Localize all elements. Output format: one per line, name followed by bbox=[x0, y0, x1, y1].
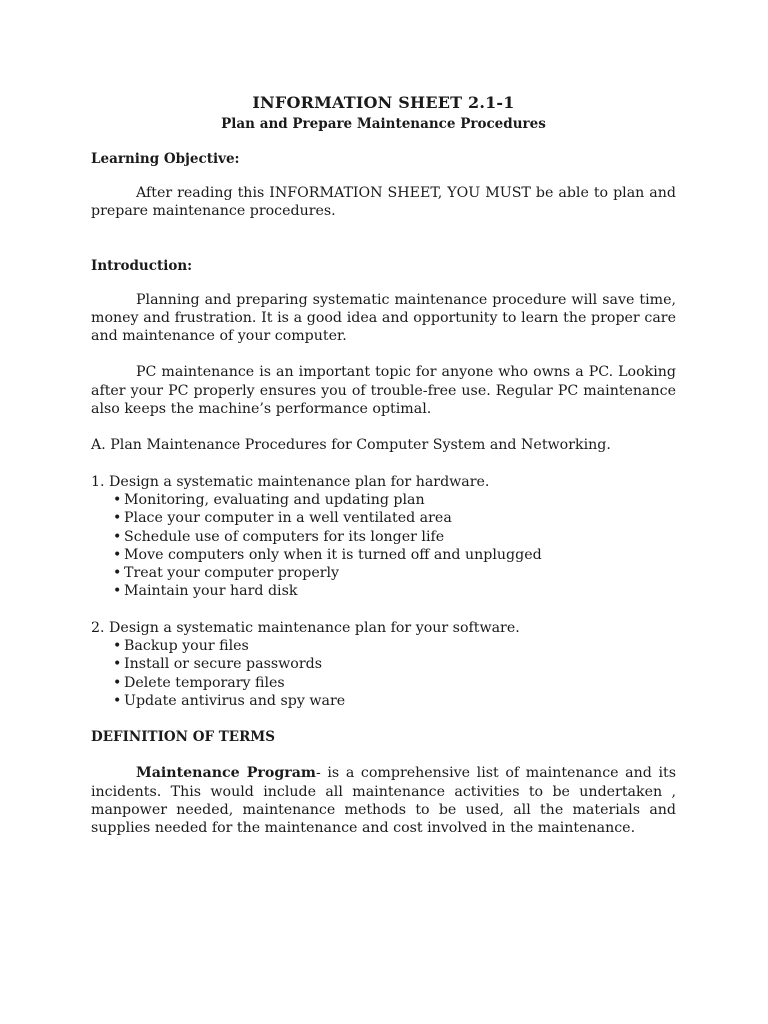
list-item bbox=[113, 491, 676, 509]
list-item-text: Treat your computer properly bbox=[124, 565, 340, 582]
hardware-plan-list bbox=[91, 491, 676, 601]
list-item bbox=[113, 546, 676, 564]
list-item-text: Backup your files bbox=[124, 638, 249, 655]
introduction-paragraph-1: Planning and preparing systematic maintenance procedure will save time, money and frustration. It is a good idea and opportunity to learn the proper care and maintenance of your computer. bbox=[91, 291, 676, 345]
term-name: Maintenance Program bbox=[136, 765, 316, 782]
introduction-paragraph-2: PC maintenance is an important topic for anyone who owns a PC. Looking after your PC properly ensures you of trouble-free use. Regular PC maintenance also keeps the machine’s performance optimal. bbox=[91, 364, 676, 418]
list-item-text: Place your computer in a well ventilated area bbox=[124, 510, 452, 527]
hardware-plan-heading: 1. Design a systematic maintenance plan for hardware. bbox=[91, 473, 490, 490]
list-item-text: Schedule use of computers for its longer life bbox=[124, 528, 445, 545]
software-plan-list bbox=[91, 637, 676, 710]
list-item-text: Maintain your hard disk bbox=[124, 583, 298, 600]
bullet-icon: • bbox=[113, 565, 122, 582]
list-item bbox=[113, 564, 676, 582]
list-item-text: Monitoring, evaluating and updating plan bbox=[124, 491, 425, 508]
bullet-icon: • bbox=[113, 528, 122, 545]
bullet-icon: • bbox=[113, 674, 122, 691]
document-subtitle: Plan and Prepare Maintenance Procedures bbox=[221, 116, 546, 132]
document-content bbox=[91, 92, 676, 837]
objective-paragraph: After reading this INFORMATION SHEET, YOU MUST be able to plan and prepare maintenance procedures. bbox=[91, 185, 676, 220]
bullet-icon: • bbox=[113, 692, 122, 709]
definitions-heading: DEFINITION OF TERMS bbox=[91, 729, 276, 746]
list-item bbox=[113, 509, 676, 527]
software-plan-heading: 2. Design a systematic maintenance plan for your software. bbox=[91, 619, 520, 636]
bullet-icon: • bbox=[113, 510, 122, 527]
list-item-text: Move computers only when it is turned off and unplugged bbox=[124, 546, 542, 563]
document-title: INFORMATION SHEET 2.1-1 bbox=[252, 93, 515, 112]
list-item-text: Install or secure passwords bbox=[124, 656, 322, 673]
section-a-heading: A. Plan Maintenance Procedures for Computer System and Networking. bbox=[91, 437, 611, 454]
list-item bbox=[113, 582, 676, 600]
list-item bbox=[113, 637, 676, 655]
bullet-icon: • bbox=[113, 491, 122, 508]
list-item bbox=[113, 674, 676, 692]
term-definition: - is a comprehensive list of maintenance and its incidents. This would include all maintenance activities to be undertaken , manpower needed, maintenance methods to be used, all the materials and supplies needed for the maintenance and cost involved in the maintenance. bbox=[91, 765, 676, 837]
bullet-icon: • bbox=[113, 656, 122, 673]
introduction-heading: Introduction: bbox=[91, 257, 193, 274]
list-item-text: Delete temporary files bbox=[124, 674, 285, 691]
bullet-icon: • bbox=[113, 583, 122, 600]
list-item bbox=[113, 528, 676, 546]
list-item bbox=[113, 692, 676, 710]
objective-heading: Learning Objective: bbox=[91, 151, 240, 167]
list-item bbox=[113, 655, 676, 673]
definition-paragraph bbox=[91, 764, 676, 837]
list-item-text: Update antivirus and spy ware bbox=[124, 692, 346, 709]
bullet-icon: • bbox=[113, 546, 122, 563]
bullet-icon: • bbox=[113, 638, 122, 655]
